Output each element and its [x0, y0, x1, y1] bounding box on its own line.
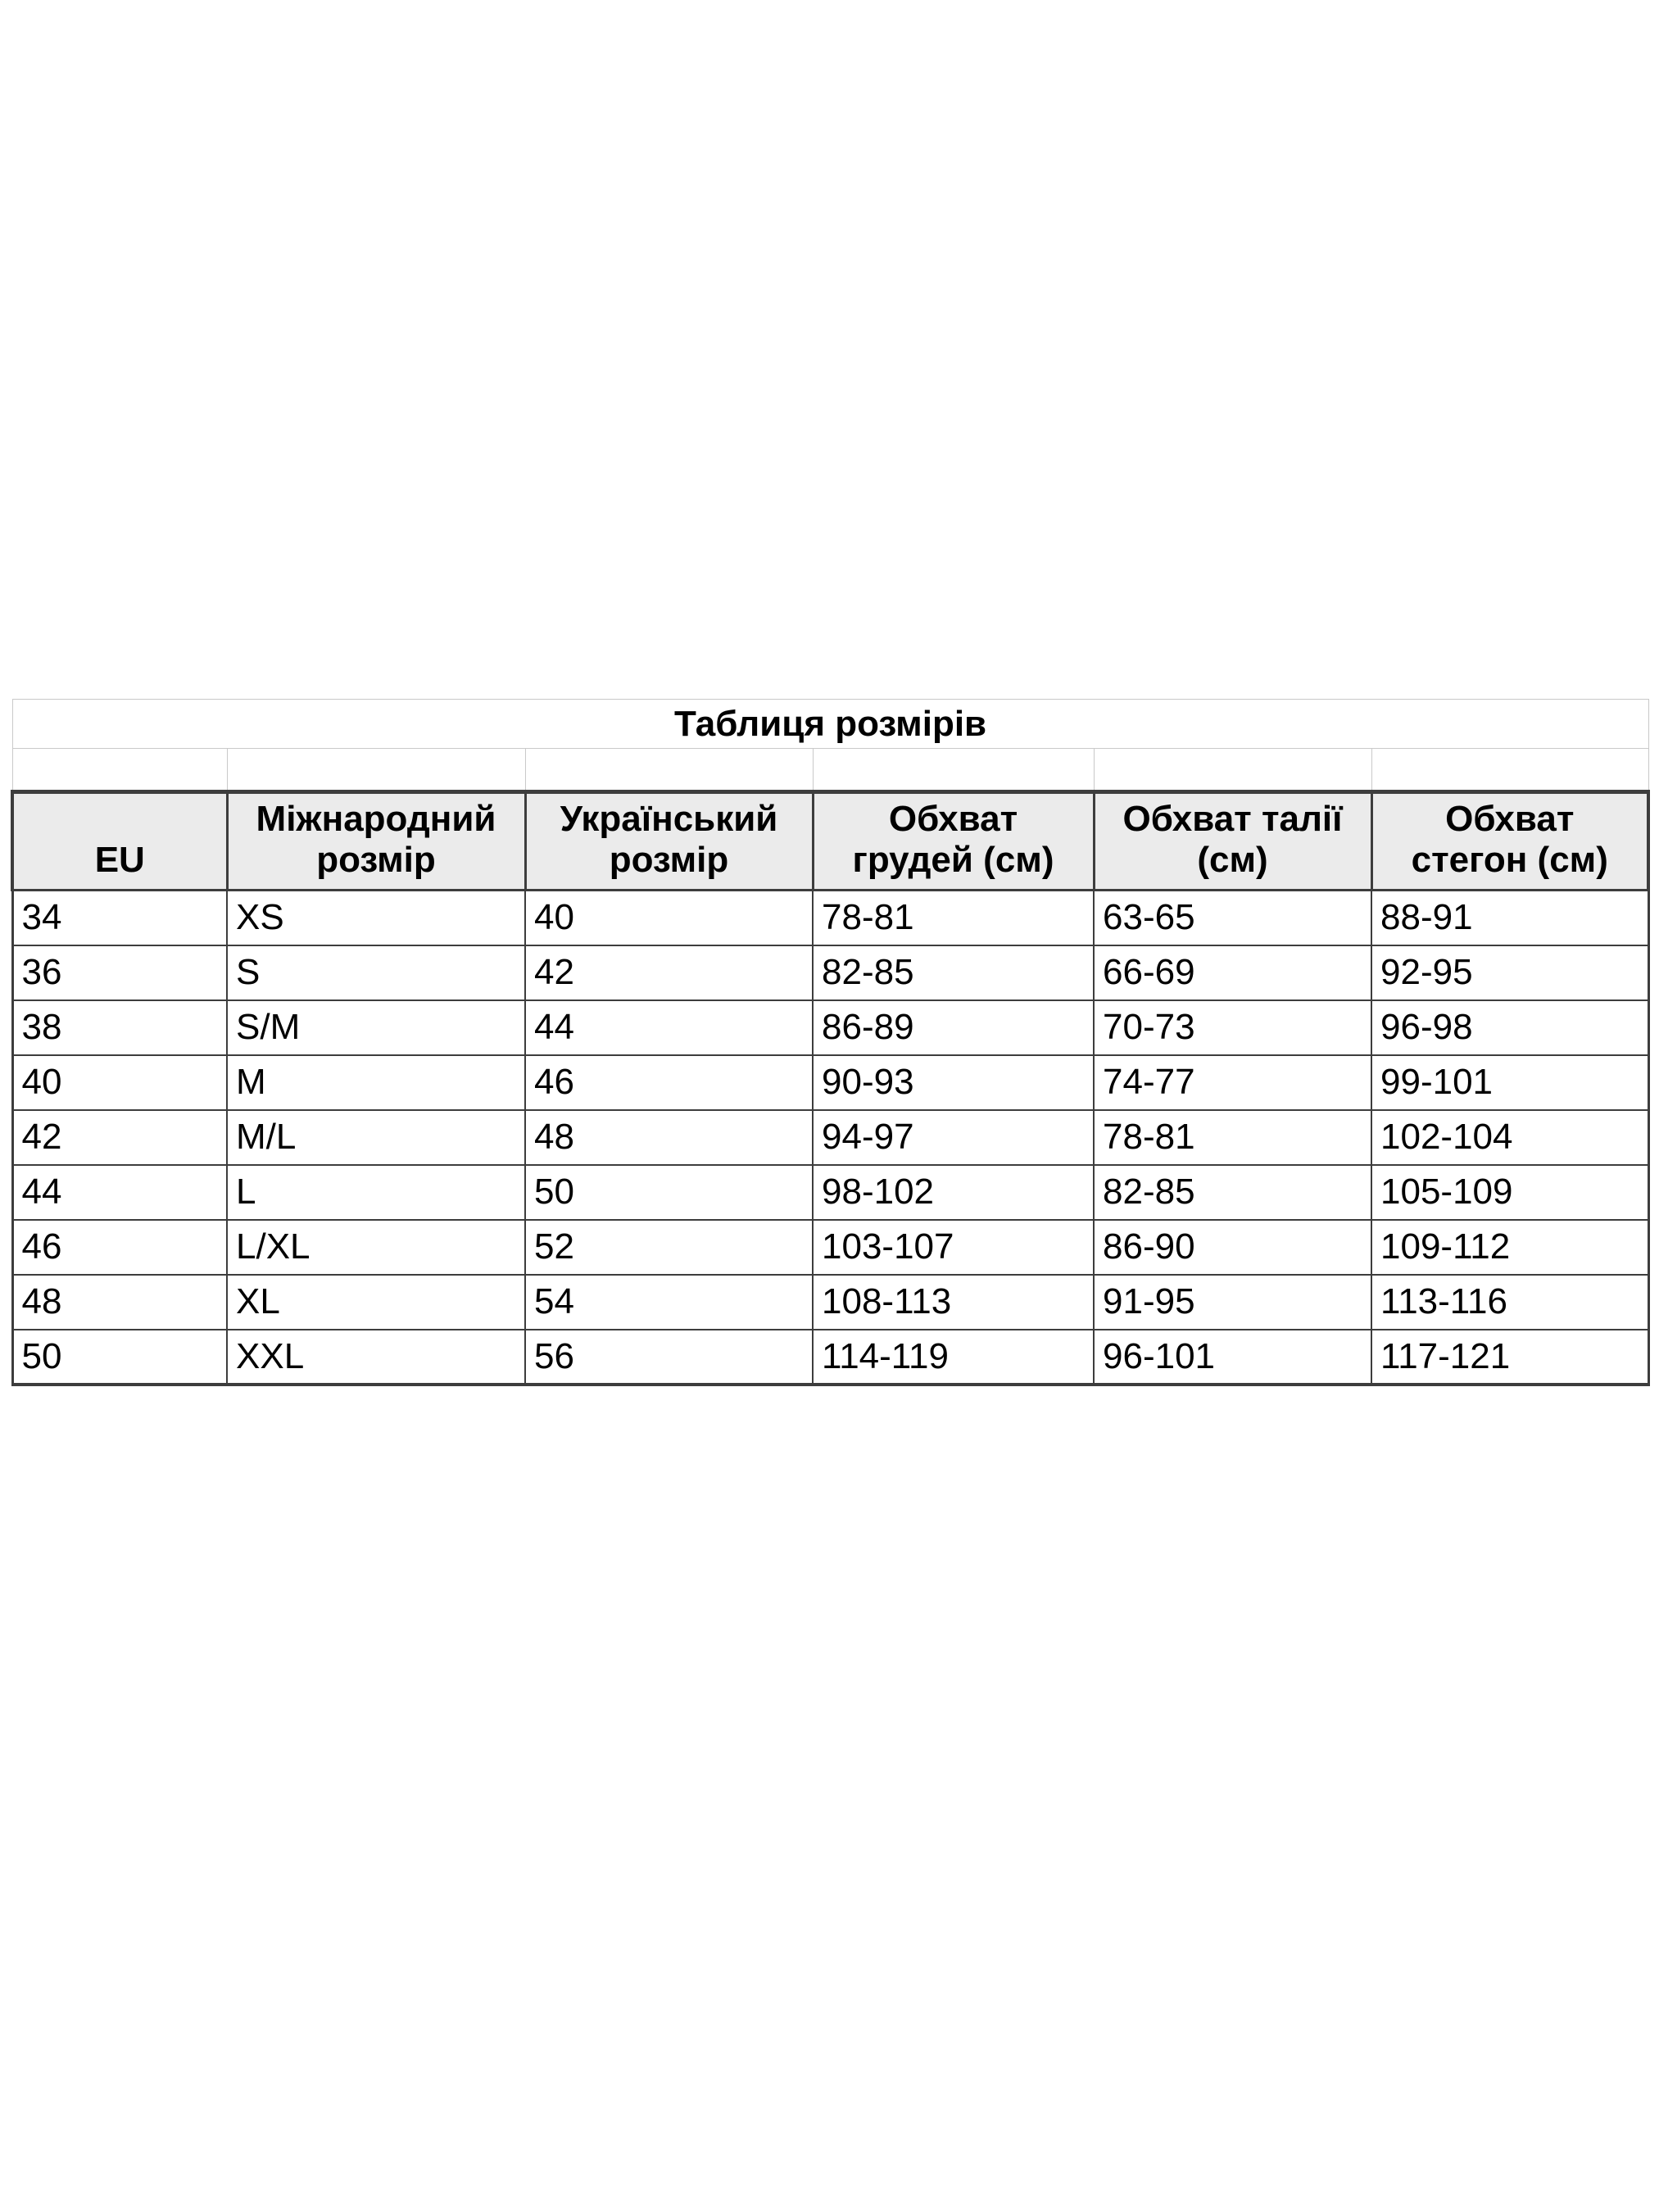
- table-cell: 91-95: [1094, 1275, 1371, 1330]
- table-cell: 82-85: [813, 945, 1094, 1000]
- table-row: [12, 1000, 1648, 1055]
- table-cell: 50: [12, 1330, 227, 1385]
- table-cell: 98-102: [813, 1165, 1094, 1220]
- table-cell: 114-119: [813, 1330, 1094, 1385]
- table-cell: 78-81: [813, 891, 1094, 945]
- table-cell: 117-121: [1371, 1330, 1648, 1385]
- table-row: [12, 1220, 1648, 1275]
- table-cell: 48: [12, 1275, 227, 1330]
- table-cell: 103-107: [813, 1220, 1094, 1275]
- table-cell: 92-95: [1371, 945, 1648, 1000]
- column-header-2: [525, 792, 813, 891]
- table-cell: 54: [525, 1275, 813, 1330]
- column-header-3: [813, 792, 1094, 891]
- column-header-line: Обхват: [888, 799, 1018, 839]
- table-cell: S/M: [227, 1000, 525, 1055]
- table-cell: 99-101: [1371, 1055, 1648, 1110]
- table-row: [12, 1165, 1648, 1220]
- table-cell: 46: [12, 1220, 227, 1275]
- table-cell: 44: [525, 1000, 813, 1055]
- column-header-1: [227, 792, 525, 891]
- table-row: [12, 1110, 1648, 1165]
- table-cell: 86-90: [1094, 1220, 1371, 1275]
- title-row: [12, 700, 1648, 749]
- table-cell: 105-109: [1371, 1165, 1648, 1220]
- table-cell: L: [227, 1165, 525, 1220]
- table-cell: XXL: [227, 1330, 525, 1385]
- table-cell: 94-97: [813, 1110, 1094, 1165]
- table-title: Таблиця розмірів: [12, 700, 1648, 749]
- table-cell: 52: [525, 1220, 813, 1275]
- table-row: [12, 945, 1648, 1000]
- table-cell: 36: [12, 945, 227, 1000]
- column-header-line: (см): [1197, 840, 1268, 880]
- column-header-line: розмір: [609, 840, 729, 880]
- spacer-cell: [1094, 749, 1371, 792]
- size-table: [11, 699, 1650, 1386]
- column-header-line: Обхват: [1445, 799, 1575, 839]
- size-chart-table: [11, 699, 1647, 1386]
- column-header-line: грудей (см): [852, 840, 1054, 880]
- table-cell: 96-98: [1371, 1000, 1648, 1055]
- column-header-line: Український: [560, 799, 778, 839]
- table-cell: 113-116: [1371, 1275, 1648, 1330]
- column-header-5: [1371, 792, 1648, 891]
- table-cell: 46: [525, 1055, 813, 1110]
- spacer-cell: [525, 749, 813, 792]
- table-cell: 40: [12, 1055, 227, 1110]
- spacer-row: [12, 749, 1648, 792]
- table-cell: M/L: [227, 1110, 525, 1165]
- column-header-line: стегон (см): [1411, 840, 1608, 880]
- column-header-line: розмір: [316, 840, 436, 880]
- table-cell: 78-81: [1094, 1110, 1371, 1165]
- table-cell: 63-65: [1094, 891, 1371, 945]
- table-cell: 86-89: [813, 1000, 1094, 1055]
- table-cell: 70-73: [1094, 1000, 1371, 1055]
- table-row: [12, 1275, 1648, 1330]
- table-cell: 74-77: [1094, 1055, 1371, 1110]
- table-cell: XS: [227, 891, 525, 945]
- column-header-4: [1094, 792, 1371, 891]
- spacer-cell: [813, 749, 1094, 792]
- column-header-line: Міжнародний: [256, 799, 496, 839]
- table-cell: 42: [525, 945, 813, 1000]
- spacer-cell: [227, 749, 525, 792]
- table-cell: 44: [12, 1165, 227, 1220]
- table-cell: 48: [525, 1110, 813, 1165]
- header-row: [12, 792, 1648, 891]
- table-cell: 90-93: [813, 1055, 1094, 1110]
- table-body: [12, 891, 1648, 1385]
- table-row: [12, 1330, 1648, 1385]
- table-cell: 40: [525, 891, 813, 945]
- column-header-0: [12, 792, 227, 891]
- table-cell: 34: [12, 891, 227, 945]
- table-cell: 109-112: [1371, 1220, 1648, 1275]
- table-cell: 38: [12, 1000, 227, 1055]
- table-cell: 56: [525, 1330, 813, 1385]
- spacer-cell: [12, 749, 227, 792]
- table-cell: 50: [525, 1165, 813, 1220]
- table-cell: S: [227, 945, 525, 1000]
- table-cell: 42: [12, 1110, 227, 1165]
- column-header-line: Обхват талії: [1122, 799, 1343, 839]
- table-row: [12, 1055, 1648, 1110]
- table-cell: 82-85: [1094, 1165, 1371, 1220]
- table-cell: 96-101: [1094, 1330, 1371, 1385]
- table-cell: 88-91: [1371, 891, 1648, 945]
- column-header-line: EU: [94, 840, 145, 880]
- table-cell: 66-69: [1094, 945, 1371, 1000]
- spacer-cell: [1371, 749, 1648, 792]
- table-cell: 108-113: [813, 1275, 1094, 1330]
- table-cell: M: [227, 1055, 525, 1110]
- table-cell: L/XL: [227, 1220, 525, 1275]
- table-cell: 102-104: [1371, 1110, 1648, 1165]
- table-cell: XL: [227, 1275, 525, 1330]
- table-row: [12, 891, 1648, 945]
